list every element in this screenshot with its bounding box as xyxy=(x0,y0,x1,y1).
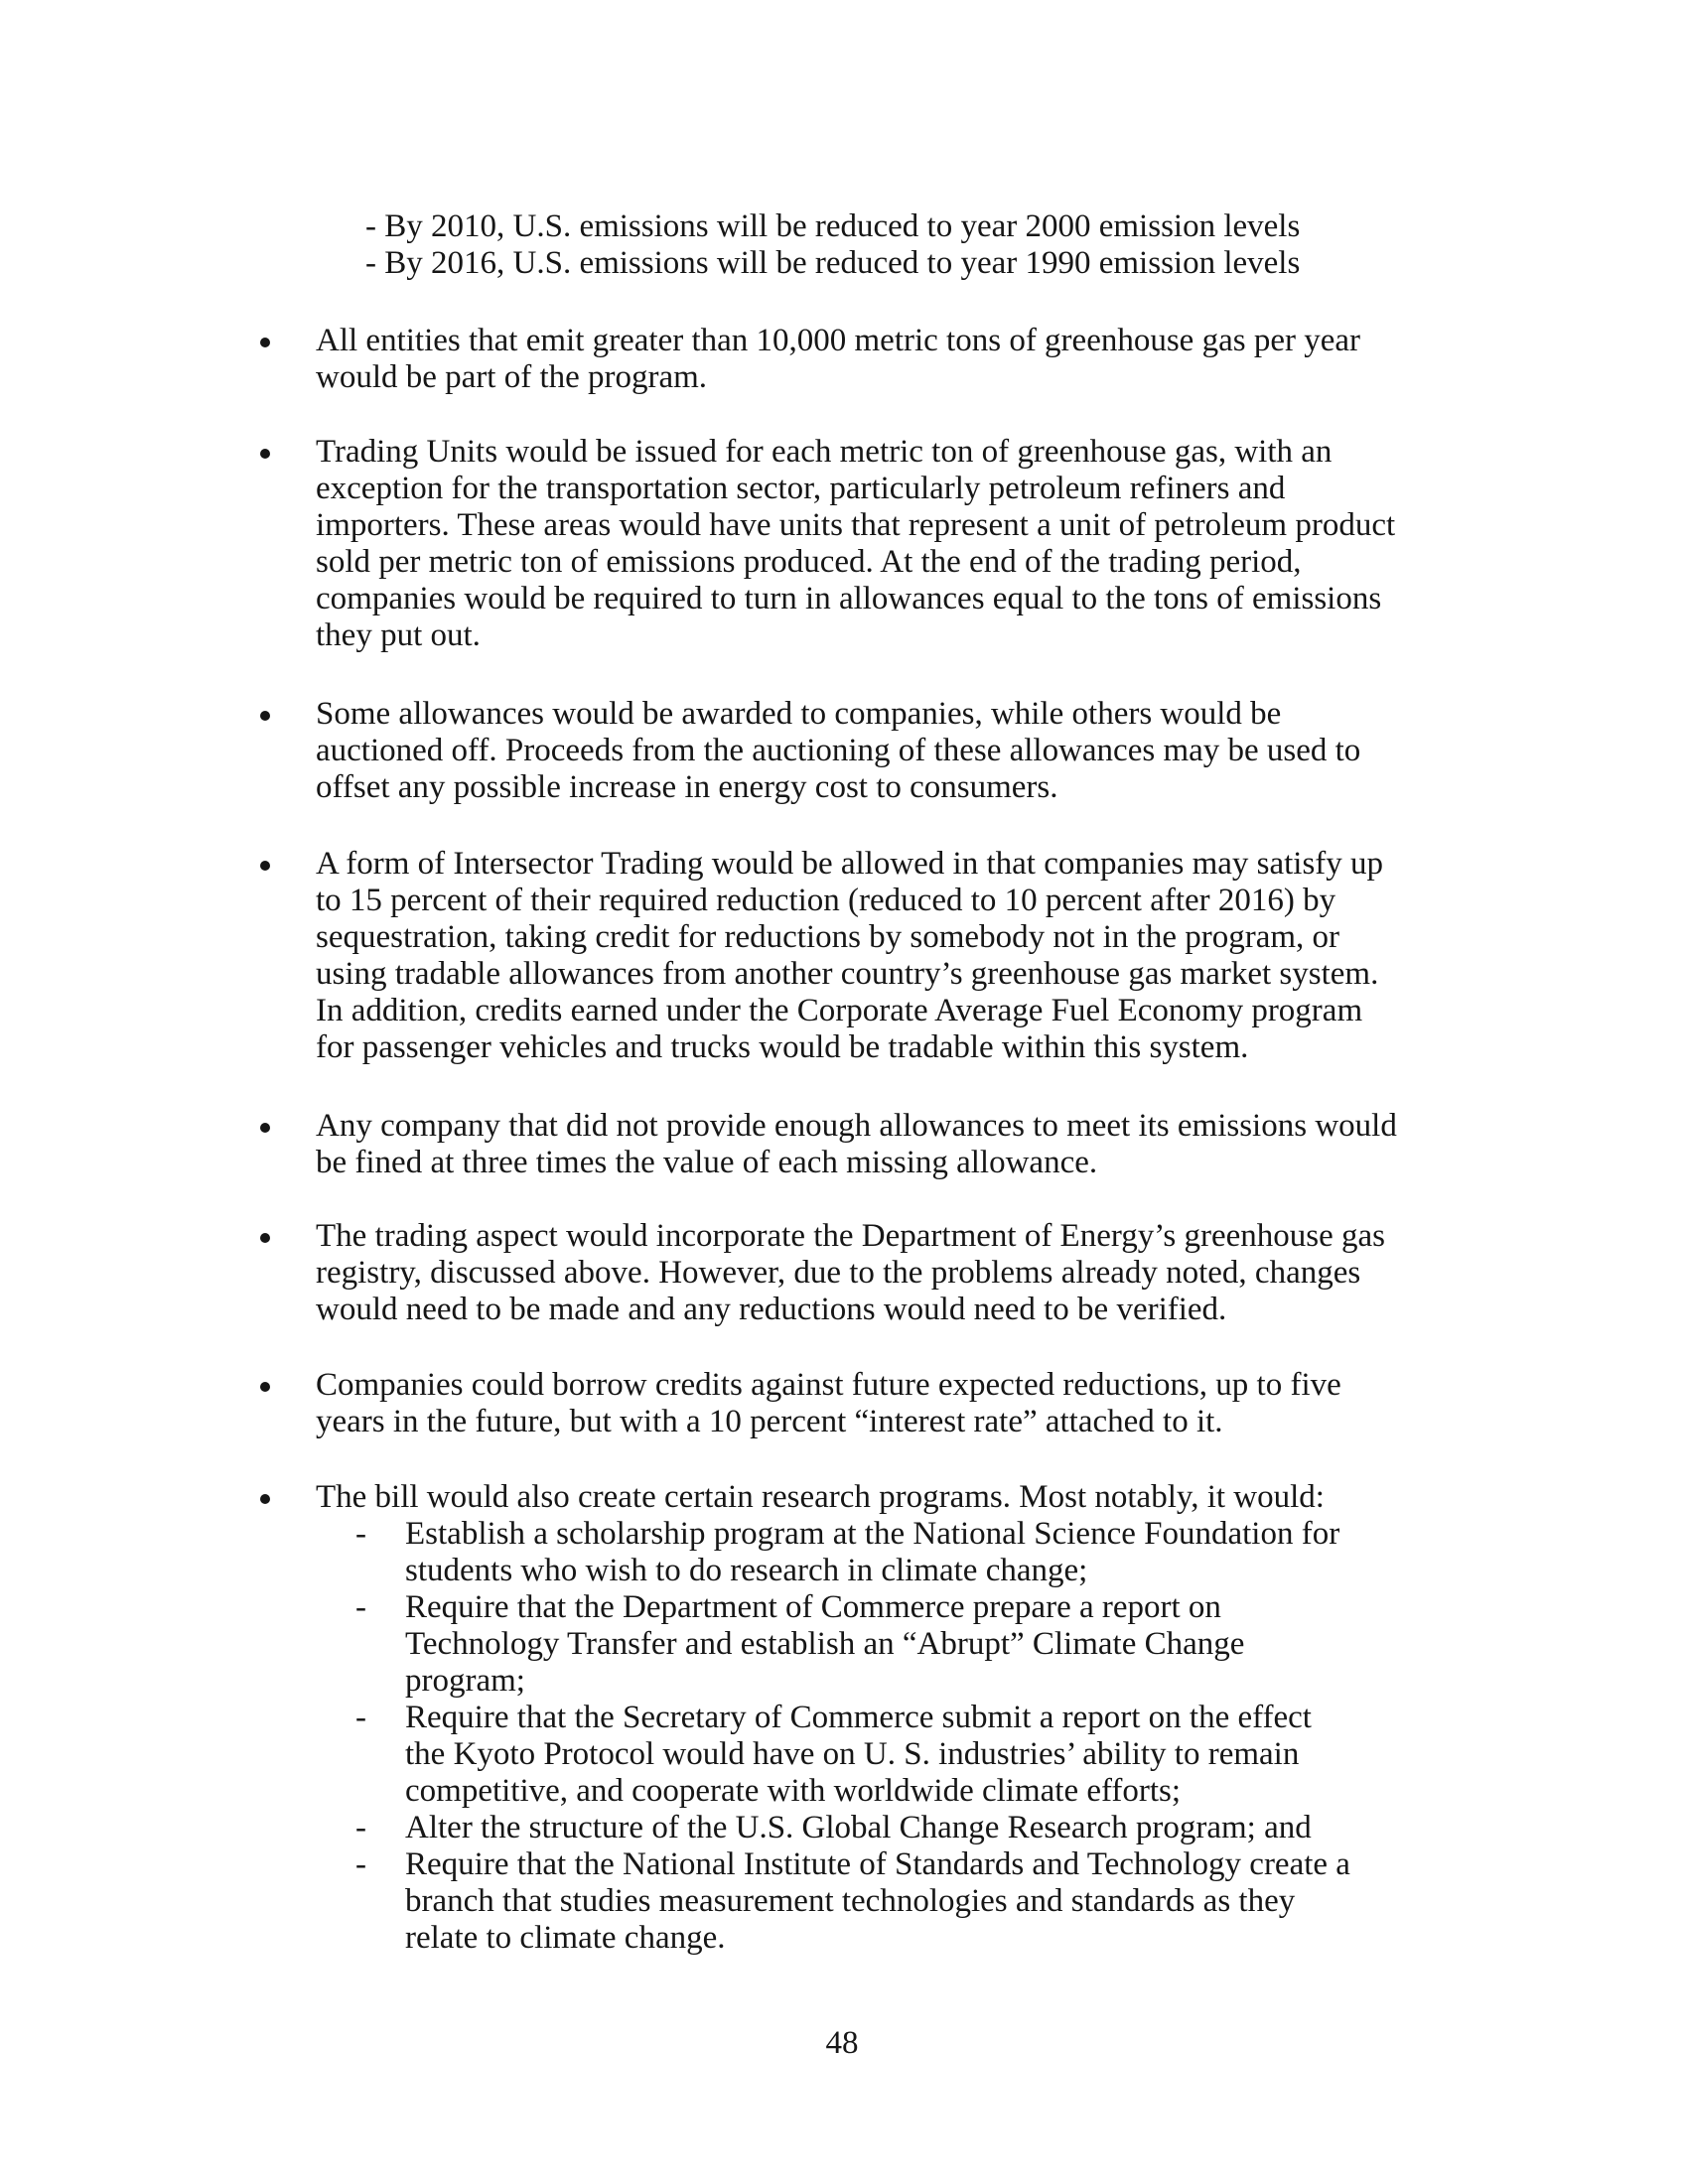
bullet-item xyxy=(260,434,1412,654)
bullet-item xyxy=(260,1367,1412,1440)
dash-marker: - xyxy=(365,208,376,244)
bullet-dot-icon xyxy=(260,1123,270,1133)
research-program-text: Alter the structure of the U.S. Global Change Research program; and xyxy=(405,1810,1312,1845)
bullet-dot-icon xyxy=(260,1382,270,1392)
bullet-text: Trading Units would be issued for each metric ton of greenhouse gas, with an exception for the transportation sector, particularly petroleum refiners and importers. These areas would have units that represent a unit of petroleum product sold per metric ton of emissions produced. At the end of the trading period, companies would be required to turn in allowances equal to the tons of emissions they put out. xyxy=(316,434,1396,653)
bullet-item xyxy=(260,1218,1412,1328)
research-program-item xyxy=(355,1810,1358,1846)
bullet-item xyxy=(260,323,1412,396)
research-program-item xyxy=(355,1516,1358,1589)
research-program-text: Require that the Secretary of Commerce submit a report on the effect the Kyoto Protocol would have on U. S. industries’ ability to remain competitive, and cooperate with worldwide climate efforts; xyxy=(405,1700,1312,1809)
dash-marker: - xyxy=(355,1589,366,1625)
bullet-text: The trading aspect would incorporate the Department of Energy’s greenhouse gas registry, discussed above. However, due to the problems already noted, changes would need to be made and any reductions would need to be verified. xyxy=(316,1218,1386,1327)
bullet-item xyxy=(260,1108,1412,1181)
research-program-text: Require that the Department of Commerce prepare a report on Technology Transfer and establish an “Abrupt” Climate Change program; xyxy=(405,1589,1245,1699)
bullet-dot-icon xyxy=(260,711,270,721)
research-program-item xyxy=(355,1700,1358,1810)
bullet-dot-icon xyxy=(260,1494,270,1504)
bullet-text: All entities that emit greater than 10,000 metric tons of greenhouse gas per year would be part of the program. xyxy=(316,323,1360,395)
bullet-text: Companies could borrow credits against future expected reductions, up to five years in the future, but with a 10 percent “interest rate” attached to it. xyxy=(316,1367,1341,1439)
emission-target-text: By 2016, U.S. emissions will be reduced to year 1990 emission levels xyxy=(384,245,1301,281)
bullet-item xyxy=(260,1479,1412,1957)
research-program-list xyxy=(355,1516,1358,1957)
bullet-text: A form of Intersector Trading would be allowed in that companies may satisfy up to 15 percent of their required reduction (reduced to 10 percent after 2016) by sequestration, taking credit for reductions by somebody not in the program, or using tradable allowances from another country’s greenhouse gas market system. In addition, credits earned under the Corporate Average Fuel Economy program for passenger vehicles and trucks would be tradable within this system. xyxy=(316,846,1384,1065)
bullet-dot-icon xyxy=(260,338,270,347)
dash-marker: - xyxy=(355,1516,366,1552)
bullet-text: Some allowances would be awarded to companies, while others would be auctioned off. Proceeds from the auctioning of these allowances may be used to offset any possible increase in energy cost to consumers. xyxy=(316,696,1361,805)
bullet-dot-icon xyxy=(260,449,270,459)
emission-target-text: By 2010, U.S. emissions will be reduced to year 2000 emission levels xyxy=(384,208,1301,244)
bullet-text: Any company that did not provide enough allowances to meet its emissions would be fined at three times the value of each missing allowance. xyxy=(316,1108,1397,1180)
emission-target-list xyxy=(365,208,1358,282)
research-program-text: Require that the National Institute of Standards and Technology create a branch that studies measurement technologies and standards as they relate to climate change. xyxy=(405,1846,1350,1956)
emission-target-item xyxy=(365,245,1358,282)
dash-marker: - xyxy=(355,1810,366,1845)
page-number: 48 xyxy=(825,2025,859,2061)
research-program-text: Establish a scholarship program at the National Science Foundation for students who wish to do research in climate change; xyxy=(405,1516,1340,1588)
bullet-dot-icon xyxy=(260,1233,270,1243)
dash-marker: - xyxy=(355,1846,366,1882)
emission-target-item xyxy=(365,208,1358,245)
bullet-dot-icon xyxy=(260,861,270,871)
dash-marker: - xyxy=(355,1700,366,1735)
research-program-item xyxy=(355,1589,1358,1700)
research-program-item xyxy=(355,1846,1358,1957)
dash-marker: - xyxy=(365,245,376,281)
bullet-text: The bill would also create certain research programs. Most notably, it would: xyxy=(316,1479,1325,1515)
bullet-item xyxy=(260,846,1412,1066)
bullet-item xyxy=(260,696,1412,806)
